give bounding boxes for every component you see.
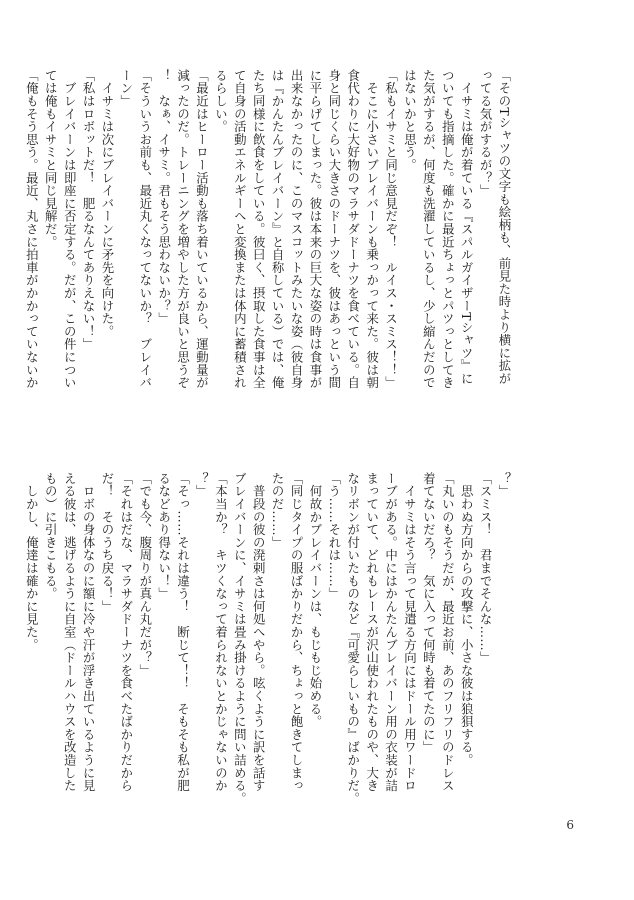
text-column: は『かんたんブレイバーン』と自称している）では、俺: [270, 69, 286, 389]
text-column: イサミは俺が着ている『スパルガイザーTシャツ』に: [459, 69, 475, 385]
text-column: 何故かブレイバーンは、もじもじ始める。: [307, 472, 323, 728]
text-column: しかし、俺達は確かに見た。: [24, 472, 40, 652]
text-column: ーン」: [118, 69, 134, 108]
text-column: 出来なかったのに、このマスコットみたいな姿（彼自身: [289, 69, 305, 389]
text-column: て自身の活動エネルギーへと変換または体内に蓄積され: [232, 69, 248, 389]
text-column: た気がするが、何度も洗濯しているし、少し縮んだので: [421, 69, 437, 389]
text-column: 「スミス！ 君までそんな……」: [478, 472, 494, 664]
text-column: るらしい。: [213, 69, 229, 133]
text-column: ブレイバーンに、イサミは畳み掛けるように問い詰める。: [232, 472, 248, 805]
text-column: 「丸いのもそうだが、最近お前、あのフリフリのドレス: [440, 472, 456, 792]
text-column: たのだ……」: [270, 472, 286, 549]
text-column: 「俺もそう思う。最近、丸さに拍車がかかっていないか: [24, 69, 40, 389]
text-column: るなどあり得ない！」: [156, 472, 172, 600]
text-column: もの）に引きこもる。: [43, 472, 59, 600]
text-column: 「私もイサミと同じ意見だぞ！ ルイス・スミス！！」: [383, 69, 399, 389]
text-column: イサミは次にブレイバーンに矛先を向けた。: [99, 69, 115, 338]
text-column: 「そのTシャツの文字も絵柄も、前見た時より横に拡が: [497, 69, 512, 385]
text-column: 「う……それは……」: [326, 472, 342, 600]
text-column: 思わぬ方向からの攻撃に、小さな彼は狼狽する。: [459, 472, 475, 767]
text-column: ては俺もイサミと同じ見解だ。: [43, 69, 59, 249]
text-column: そこに小さいブレイバーンも乗っかって来た。彼は朝: [364, 69, 380, 389]
text-column: だ！ そのうち戻る！」: [99, 472, 115, 613]
text-column: たち同様に飲食をしている。彼曰く、摂取した食事は全: [251, 69, 267, 389]
text-column: ついても指摘した。確かに最近ちょっとパツっとしてき: [440, 69, 456, 389]
text-column: ーブがある。中にはかんたんブレイバーン用の衣装が詰: [383, 472, 399, 792]
text-column: なリボンが付いたものなど『可愛らしいもの』ばかりだ。: [345, 472, 361, 805]
text-column: ？」: [194, 472, 210, 498]
text-column: ブレイバーンは即座に否定する。だが、この件につい: [62, 69, 78, 389]
text-column: はないかと思う。: [402, 69, 418, 172]
text-column: 「でも今、腹周りが真ん丸だが？」: [137, 472, 153, 677]
lower-text-block: [24, 472, 513, 830]
text-column: ！ なぁ、イサミ。君もそう思わないか？」: [156, 69, 172, 325]
text-column: 「同じタイプの服ばかりだから、ちょっと飽きてしまっ: [289, 472, 305, 792]
text-column: まっていて、どれもレースが沢山使われたものや、大き: [364, 472, 380, 792]
text-column: ってる気がするが？」: [478, 69, 494, 197]
text-column: 普段の彼の溌剌さは何処へやら。呟くように訳を話す: [251, 472, 267, 792]
text-column: 減ったのだ。トレーニングを増やした方が良いと思うぞ: [175, 69, 191, 389]
text-column: 「それはだな、マラサダドーナツを食べたばかりだから: [118, 472, 134, 792]
text-column: ？」: [497, 472, 512, 498]
text-column: イサミはそう言って見遣る方向にはドール用ワードロ: [402, 472, 418, 792]
text-column: 「最近はヒーロー活動も落ち着いているから、運動量が: [194, 69, 210, 389]
text-column: える彼は、逃げるように自室（ドールハウスを改造した: [62, 472, 78, 792]
text-column: 身と同じくらい大きさのドーナツを、彼はあっという間: [326, 69, 342, 389]
text-column: 「そういうお前も、最近丸くなってないか？ ブレイバ: [137, 69, 153, 389]
text-column: に平らげてしまった。彼は本来の巨大な姿の時は食事が: [307, 69, 323, 389]
upper-text-block: [24, 69, 513, 427]
text-column: 「私はロボットだ！ 肥るなんてありえない！」: [81, 69, 97, 351]
text-column: 食代わりに大好物のマラサダドーナツを食べている。自: [345, 69, 361, 389]
text-column: ロボの身体なのに額に冷や汗が浮き出ているように見: [81, 472, 97, 792]
page-number: 6: [566, 818, 574, 832]
text-column: 「本当か？ キツくなって着られないとかじゃないのか: [213, 472, 229, 792]
text-column: 着てないだろ？ 気に入って何時も着てたのに」: [421, 472, 437, 754]
text-column: 「そっ……それは違う！ 断じて！！ そもそも私が肥: [175, 472, 191, 792]
